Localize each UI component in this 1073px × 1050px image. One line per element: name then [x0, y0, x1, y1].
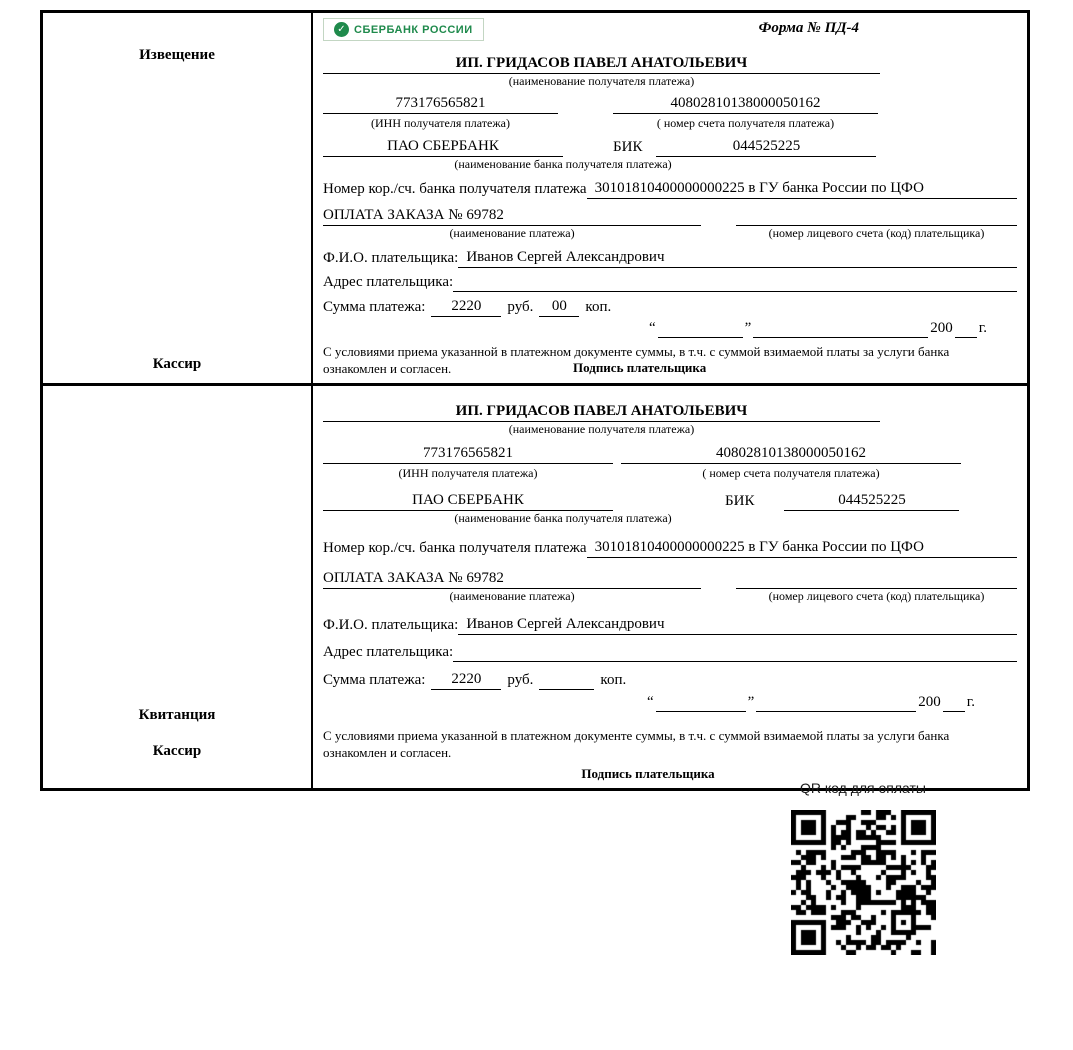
payer-address-row: [323, 642, 1017, 662]
payment-purpose: ОПЛАТА ЗАКАЗА № 69782: [323, 205, 701, 226]
payee-name: ИП. ГРИДАСОВ ПАВЕЛ АНАТОЛЬЕВИЧ: [323, 54, 880, 74]
date-open-quote: “: [648, 320, 656, 336]
amount-kop-value: [539, 689, 594, 690]
notice-left-column: [43, 13, 313, 383]
corr-account-label: Номер кор./сч. банка получателя платежа: [323, 181, 587, 197]
signature-label: Подпись плательщика: [581, 765, 715, 781]
payer-name-row: [323, 614, 1017, 635]
date-year-prefix: 200: [918, 694, 941, 711]
rub-label: руб.: [507, 299, 534, 315]
account-caption: ( номер счета получателя платежа): [702, 466, 880, 481]
personal-account-caption: (номер лицевого счета (код) плательщика): [768, 589, 985, 604]
bank-row: [323, 491, 1017, 511]
payee-caption: (наименование получателя платежа): [508, 74, 695, 88]
date-line: [323, 319, 987, 338]
amount-row: [323, 296, 1017, 317]
amount-rub-value: 2220: [431, 669, 501, 690]
bank-name: ПАО СБЕРБАНК: [323, 137, 563, 157]
receipt-body: [313, 386, 1027, 787]
qr-caption: QR код для оплаты: [799, 780, 926, 796]
inn-value: 773176565821: [323, 94, 558, 114]
payment-caption: (наименование платежа): [449, 226, 575, 240]
kop-label: коп.: [600, 672, 627, 689]
date-year-suffix: г.: [966, 694, 975, 711]
payer-name-row: [323, 247, 1017, 268]
receipt-left-column: [43, 386, 313, 787]
bik-value: 044525225: [656, 137, 876, 157]
bank-caption: (наименование банка получателя платежа): [454, 511, 672, 526]
payer-name-label: Ф.И.О. плательщика:: [323, 617, 459, 634]
agreement-block: [323, 344, 1017, 377]
payment-purpose: ОПЛАТА ЗАКАЗА № 69782: [323, 568, 701, 589]
payer-address-row: [323, 272, 1017, 292]
receipt-section: [43, 386, 1027, 787]
date-close-quote: ”: [744, 320, 752, 336]
payment-form-pd4: [40, 10, 1030, 791]
bank-row: [323, 137, 1017, 157]
bank-caption: (наименование банка получателя платежа): [454, 157, 672, 171]
date-open-quote: “: [646, 694, 654, 711]
inn-account-row: [323, 94, 1017, 114]
date-month-blank: [756, 711, 916, 712]
agreement-block: [323, 728, 1017, 781]
account-number-value: 40802810138000050162: [621, 444, 961, 464]
kop-label: коп.: [585, 299, 612, 315]
notice-section-label: Извещение: [139, 47, 215, 63]
date-day-blank: [658, 337, 743, 338]
payment-caption: (наименование платежа): [449, 589, 575, 604]
date-day-blank: [656, 711, 746, 712]
notice-header-row: [323, 18, 1017, 54]
corr-account-label: Номер кор./сч. банка получателя платежа: [323, 540, 587, 557]
payer-address-value: [453, 291, 1017, 292]
inn-value: 773176565821: [323, 444, 613, 464]
date-line: [323, 693, 975, 712]
date-year-blank: [943, 711, 965, 712]
inn-account-captions: [323, 464, 1017, 483]
bik-label: БИК: [725, 493, 755, 510]
sberbank-logo: [323, 18, 484, 41]
payer-address-label: Адрес плательщика:: [323, 644, 454, 661]
payee-name: ИП. ГРИДАСОВ ПАВЕЛ АНАТОЛЬЕВИЧ: [323, 402, 880, 422]
bik-label: БИК: [613, 139, 643, 155]
payer-name-value: Иванов Сергей Александрович: [458, 614, 1017, 635]
rub-label: руб.: [507, 672, 534, 689]
payee-caption: (наименование получателя платежа): [508, 422, 695, 437]
inn-account-captions: [323, 114, 1017, 133]
notice-body: [313, 13, 1027, 383]
agreement-text: С условиями приема указанной в платежном документе суммы, в т.ч. с суммой взимаемой платы за услуги банка ознакомлен и согласен.: [323, 728, 950, 760]
inn-account-row: [323, 444, 1017, 464]
amount-rub-value: 2220: [431, 296, 501, 317]
payment-purpose-row: [323, 205, 1017, 226]
payer-name-value: Иванов Сергей Александрович: [458, 247, 1017, 268]
qr-block: [789, 780, 937, 955]
notice-section: [43, 13, 1027, 386]
notice-cashier-label: Кассир: [152, 356, 202, 373]
personal-account-caption: (номер лицевого счета (код) плательщика): [768, 226, 985, 240]
sberbank-logo-text: СБЕРБАНК РОССИИ: [354, 23, 473, 36]
date-year-suffix: г.: [978, 320, 987, 336]
date-month-blank: [753, 337, 928, 338]
amount-kop-value: 00: [539, 296, 579, 317]
qr-code: [791, 810, 936, 955]
payer-address-label: Адрес плательщика:: [323, 274, 454, 290]
payment-purpose-row: [323, 568, 1017, 589]
receipt-section-label: Квитанция: [138, 706, 216, 723]
amount-row: [323, 669, 1017, 690]
bik-value: 044525225: [784, 491, 959, 511]
amount-label: Сумма платежа:: [323, 672, 426, 689]
agreement-text: С условиями приема указанной в платежном документе суммы, в т.ч. с суммой взимаемой платы за услуги банка ознакомлен и согласен.: [323, 344, 950, 376]
account-number-value: 40802810138000050162: [613, 94, 878, 114]
corr-account-value: 30101810400000000225 в ГУ банка России по ЦФО: [587, 178, 1017, 199]
payment-captions-row: [323, 226, 1017, 240]
date-close-quote: ”: [747, 694, 755, 711]
account-caption: ( номер счета получателя платежа): [656, 116, 835, 130]
corr-account-row: [323, 178, 1017, 199]
form-number: Форма № ПД-4: [758, 20, 859, 36]
payment-captions-row: [323, 589, 1017, 603]
corr-account-row: [323, 537, 1017, 558]
date-year-prefix: 200: [930, 320, 953, 336]
corr-account-value: 30101810400000000225 в ГУ банка России по ЦФО: [587, 537, 1017, 558]
payer-address-value: [453, 661, 1017, 662]
signature-label: Подпись плательщика: [573, 360, 707, 376]
inn-caption: (ИНН получателя платежа): [398, 466, 538, 481]
payer-name-label: Ф.И.О. плательщика:: [323, 250, 459, 266]
bank-name: ПАО СБЕРБАНК: [323, 491, 613, 511]
sberbank-icon: ✓: [334, 22, 349, 37]
receipt-cashier-label: Кассир: [152, 742, 202, 759]
date-year-blank: [955, 337, 977, 338]
inn-caption: (ИНН получателя платежа): [371, 116, 510, 130]
amount-label: Сумма платежа:: [323, 299, 426, 315]
